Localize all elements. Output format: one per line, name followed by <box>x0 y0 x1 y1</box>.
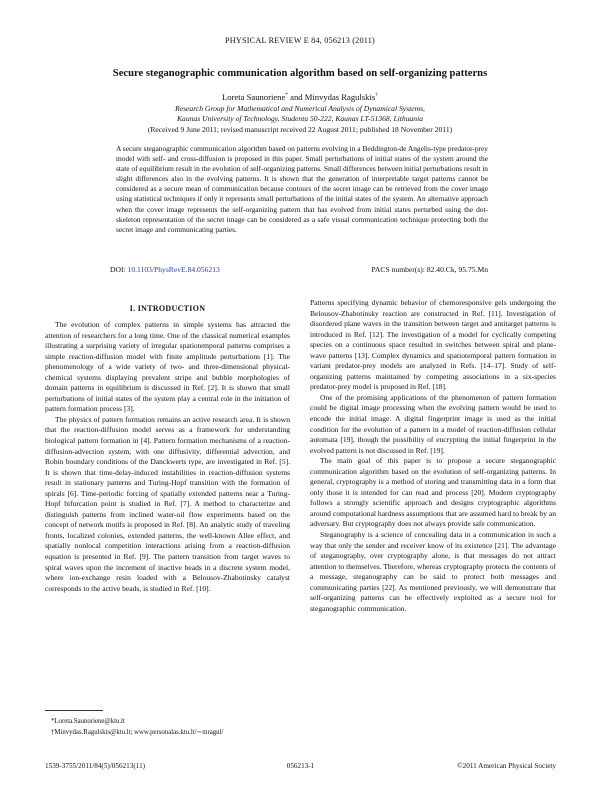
footnote-email: †Minvydas.Ragulskis@ktu.lt; www.personalas.ktu.lt/∼mragul/ <box>51 729 224 736</box>
footnote-divider <box>45 710 103 711</box>
journal-header: PHYSICAL REVIEW E 84, 056213 (2011) <box>225 36 375 45</box>
doi-line <box>110 265 220 274</box>
right-column <box>310 298 556 614</box>
doi-label: DOI: <box>110 265 128 274</box>
footnote-email: *Loreta.Saunoriene@ktu.lt <box>51 718 125 725</box>
author-footnote-mark: * <box>285 92 289 99</box>
affiliation-line: Research Group for Mathematical and Numerical Analysis of Dynamical Systems, <box>175 104 425 113</box>
paragraph: The main goal of this paper is to propose a secure steganographic communication algorithm based on the evolution of self-organizing patterns. In general, cryptography is a method of storing and transmitting data in a form that only those it is intended for can read and process [20]. Modern cryptography follows a strongly scientific approach and designs cryptographic algorithms around computational hardness assumptions that are assumed hard to break by an adversary. But cryptography does not always provide safe communication. <box>310 456 556 529</box>
paragraph: The physics of pattern formation remains an active research area. It is shown that the reaction-diffusion model serves as a framework for understanding biological pattern formation in [4]. Pattern formation mechanisms of a reaction-diffusion-advection system, with one diffusivity, differential advection, and Robin boundary conditions of the Danckwerts type, are investigated in Ref. [5]. It is shown that time-delay-induced instabilities in reaction-diffusion systems result in stationary patterns and Turing-Hopf transition with the formation of spirals [6]. Time-periodic forcing of spatially extended patterns near a Turing-Hopf bifurcation point is studied in Ref. [7]. A method to characterize and distinguish patterns from inclined water-oil flow experiments based on the concept of network motifs is proposed in Ref. [8]. An analytic study of traveling fronts, localized colonies, extended patterns, the well-known Allee effect, and spatially nonlocal competition interactions arising from a reaction-diffusion equation is presented in Ref. [9]. The pattern transition from target waves to spiral waves upon the increment of inactive beads in a discrete system model, where ion-exchange resin loaded with a Belousov-Zhabotinsky catalyst corresponds to the active beads, is studied in Ref. [10]. <box>45 414 290 593</box>
author-line <box>0 92 600 102</box>
author-footnote-mark: † <box>375 92 378 99</box>
doi-link[interactable]: 10.1103/PhysRevE.84.056213 <box>127 265 220 274</box>
pacs-numbers: PACS number(s): 82.40.Ck, 95.75.Mn <box>371 265 488 274</box>
footnotes <box>45 716 290 738</box>
paragraph: Patterns specifying dynamic behavior of chemoresponsive gels undergoing the Belousov-Zhabotinsky reaction are constructed in Ref. [11]. Investigation of disordered plane waves in the transition between target and antitarget patterns is introduced in Ref. [12]. The investigation of a model for cyclically competing species on a continuous space resulted in switches between spiral and plane-wave patterns [13]. Complex dynamics and spatiotemporal pattern formation in variant predator-prey models are analyzed in Refs. [14–17]. Study of self-organizing patterns maintained by competing associations in a six-species predator-prey model is proposed in Ref. [18]. <box>310 298 556 392</box>
paragraph: Steganography is a science of concealing data in a communication in such a way that only the sender and receiver know of its existence [21]. The advantage of steganography, over cryptography alone, is that messages do not attract attention to themselves. Therefore, whereas cryptography protects the contents of a message, steganography can be said to protect both messages and communicating parties [22]. As mentioned previously, we will demonstrate that self-organizing patterns can be effectively exploited as a secure tool for steganographic communication. <box>310 530 556 613</box>
author-name: Loreta Saunoriene <box>222 92 286 102</box>
affiliation <box>0 104 600 124</box>
affiliation-line: Kaunas University of Technology, Studentu 50-222, Kaunas LT-51368, Lithuania <box>176 114 424 123</box>
author-name: Minvydas Ragulskis <box>304 92 376 102</box>
received-dates: (Received 9 June 2011; revised manuscript received 22 August 2011; published 18 November 2011) <box>147 125 453 134</box>
left-column <box>45 320 290 594</box>
copyright: ©2011 American Physical Society <box>457 762 556 770</box>
paper-title: Secure steganographic communication algorithm based on self-organizing patterns <box>112 68 488 79</box>
abstract: A secure steganographic communication algorithm based on patterns evolving in a Beddington-de Angelis-type predator-prey model with self- and cross-diffusion is proposed in this paper. Small perturbations of initial states of the system around the state of equilibrium result in the evolution of self-organizing patterns. Small differences between initial perturbations result in slight differences also in the evolving patterns. It is shown that the generation of interpretable target patterns cannot be considered as a secure mean of communication because contours of the secret image can be retrieved from the cover image using statistical techniques if only it represents small perturbations of the initial states of the system. An alternative approach when the cover image represents the self-organizing pattern that has evolved from initial states perturbed using the dot-skeleton representation of the secret image can be considered as a safe visual communication technique protecting both the secret image and communicating parties. <box>116 144 488 234</box>
author-connector: and <box>288 92 305 102</box>
footer-code: 1539-3755/2011/84(5)/056213(11) <box>45 762 146 770</box>
section-heading: I. INTRODUCTION <box>129 304 206 313</box>
paragraph: One of the promising applications of the phenomenon of pattern formation could be digital image processing when the evolving pattern would be used to encode the initial image. A digital fingerprint image is used as the initial condition for the evolution of a pattern in a model of reaction-diffusion cellular automata [19], though the possibility of encrypting the initial fingerprint in the evolved pattern is not discussed in Ref. [19]. <box>310 392 556 455</box>
page-number: 056213-1 <box>286 762 315 770</box>
paragraph: The evolution of complex patterns in simple systems has attracted the attention of researchers for a long time. One of the classical numerical examples illustrating a surprising variety of irregular spatiotemporal patterns comprises a simple reaction-diffusion model with finite amplitude perturbations [1]. The phenomenology of a wide variety of two- and three-dimensional physical-chemical systems displaying prevalent stripe and bubble morphologies of domain patterns in equilibrium is discussed in Ref. [2]. It is shown that small perturbations of initial states of the system play a central role in the initiation of pattern formation process [3]. <box>45 320 290 414</box>
